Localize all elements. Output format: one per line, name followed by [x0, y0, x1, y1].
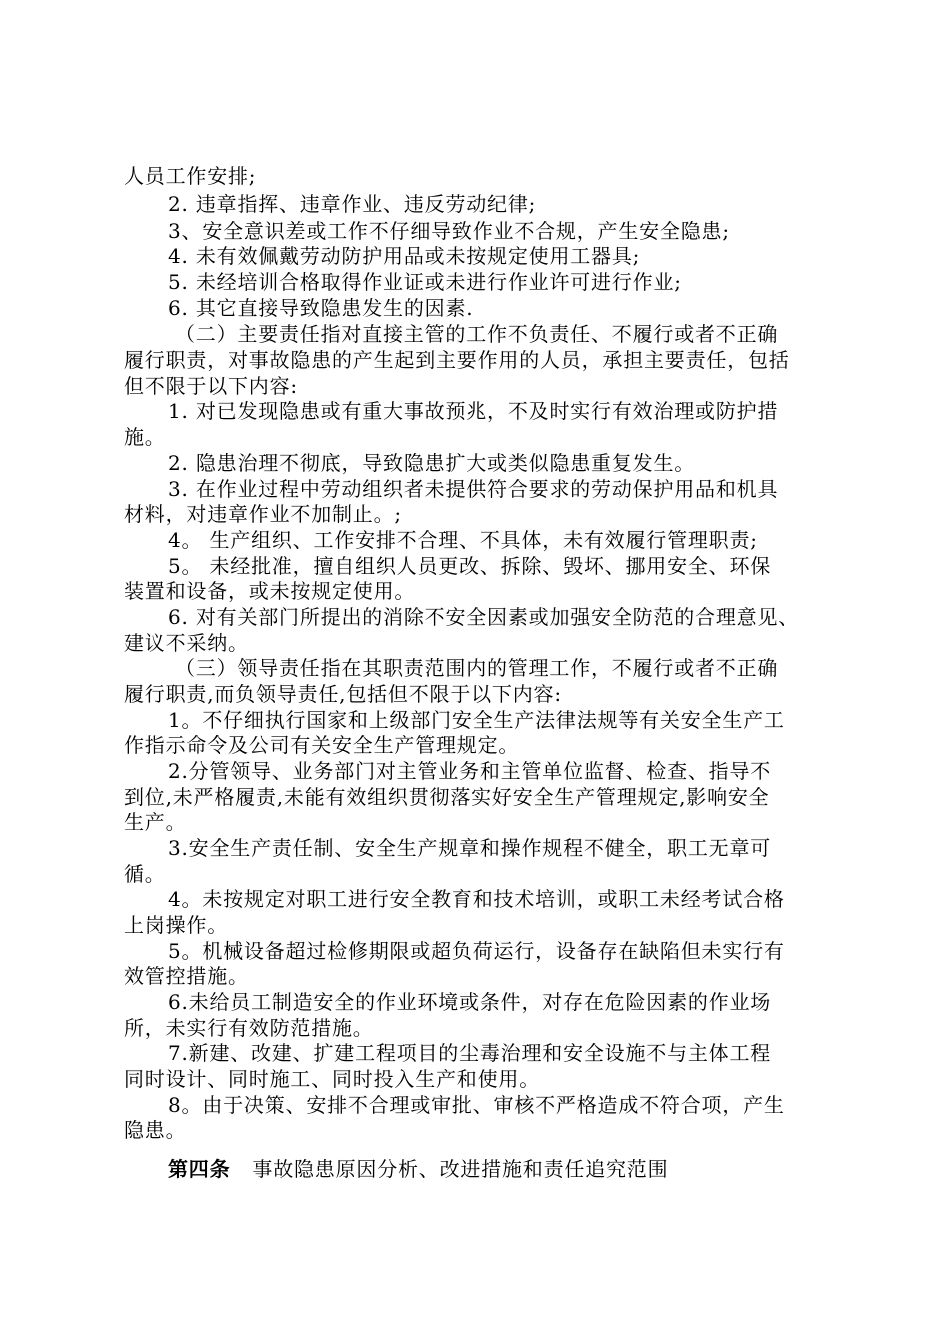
text-line: 同时设计、同时施工、同时投入生产和使用。	[124, 1067, 540, 1091]
list-item: 3. 在作业过程中劳动组织者未提供符合要求的劳动保护用品和机具	[168, 477, 779, 501]
text-line: 履行职责,而负领导责任,包括但不限于以下内容:	[124, 682, 562, 706]
list-item: 1。不仔细执行国家和上级部门安全生产法律法规等有关安全生产工	[168, 708, 785, 732]
text-line: 效管控措施。	[124, 964, 249, 988]
text-line: 生产。	[124, 810, 187, 834]
list-item: 4。 生产组织、工作安排不合理、不具体，未有效履行管理职责;	[168, 528, 758, 552]
text-line: 但不限于以下内容:	[124, 374, 298, 398]
list-item: 6. 其它直接导致隐患发生的因素.	[168, 296, 474, 320]
list-item: 2. 隐患治理不彻底，导致隐患扩大或类似隐患重复发生。	[168, 451, 696, 475]
article-number: 第四条	[168, 1157, 231, 1181]
text-line: 循。	[124, 862, 166, 886]
text-line: 隐患。	[124, 1118, 187, 1142]
text-line: 到位,未严格履责,未能有效组织贯彻落实好安全生产管理规定,影响安全	[124, 785, 770, 809]
list-item: 7.新建、改建、扩建工程项目的尘毒治理和安全设施不与主体工程	[168, 1041, 772, 1065]
list-item: 2. 违章指挥、违章作业、违反劳动纪律;	[168, 192, 537, 216]
article-heading	[168, 1157, 668, 1181]
list-item: 6.未给员工制造安全的作业环境或条件，对存在危险因素的作业场	[168, 990, 772, 1014]
text-line: 履行职责，对事故隐患的产生起到主要作用的人员，承担主要责任，包括	[124, 348, 790, 372]
list-item: 5. 未经培训合格取得作业证或未进行作业许可进行作业;	[168, 270, 682, 294]
section-intro-two: （二）主要责任指对直接主管的工作不负责任、不履行或者不正确	[175, 322, 779, 346]
text-line: 建议不采纳。	[124, 631, 249, 655]
list-item: 4。未按规定对职工进行安全教育和技术培训，或职工未经考试合格	[168, 887, 785, 911]
list-item: 3、安全意识差或工作不仔细导致作业不合规，产生安全隐患;	[168, 219, 730, 243]
list-item: 5。机械设备超过检修期限或超负荷运行，设备存在缺陷但未实行有	[168, 939, 785, 963]
list-item: 3.安全生产责任制、安全生产规章和操作规程不健全，职工无章可	[168, 836, 772, 860]
list-item: 1. 对已发现隐患或有重大事故预兆，不及时实行有效治理或防护措	[168, 399, 779, 423]
text-line: 材料，对违章作业不加制止。;	[124, 502, 402, 526]
list-item: 4. 未有效佩戴劳动防护用品或未按规定使用工器具;	[168, 244, 641, 268]
text-line: 上岗操作。	[124, 913, 228, 937]
section-intro-three: （三）领导责任指在其职责范围内的管理工作，不履行或者不正确	[175, 656, 779, 680]
list-item: 5。 未经批准，擅自组织人员更改、拆除、毁坏、挪用安全、环保	[168, 554, 772, 578]
list-item: 2.分管领导、业务部门对主管业务和主管单位监督、检查、指导不	[168, 759, 772, 783]
article-title: 事故隐患原因分析、改进措施和责任追究范围	[252, 1157, 669, 1181]
text-line: 人员工作安排;	[124, 164, 257, 188]
text-line: 装置和设备，或未按规定使用。	[124, 579, 416, 603]
list-item: 6. 对有关部门所提出的消除不安全因素或加强安全防范的合理意见、	[168, 605, 800, 629]
text-line: 所，未实行有效防范措施。	[124, 1016, 374, 1040]
list-item: 8。由于决策、安排不合理或审批、审核不严格造成不符合项，产生	[168, 1093, 785, 1117]
text-line: 施。	[124, 425, 166, 449]
text-line: 作指示命令及公司有关安全生产管理规定。	[124, 733, 520, 757]
